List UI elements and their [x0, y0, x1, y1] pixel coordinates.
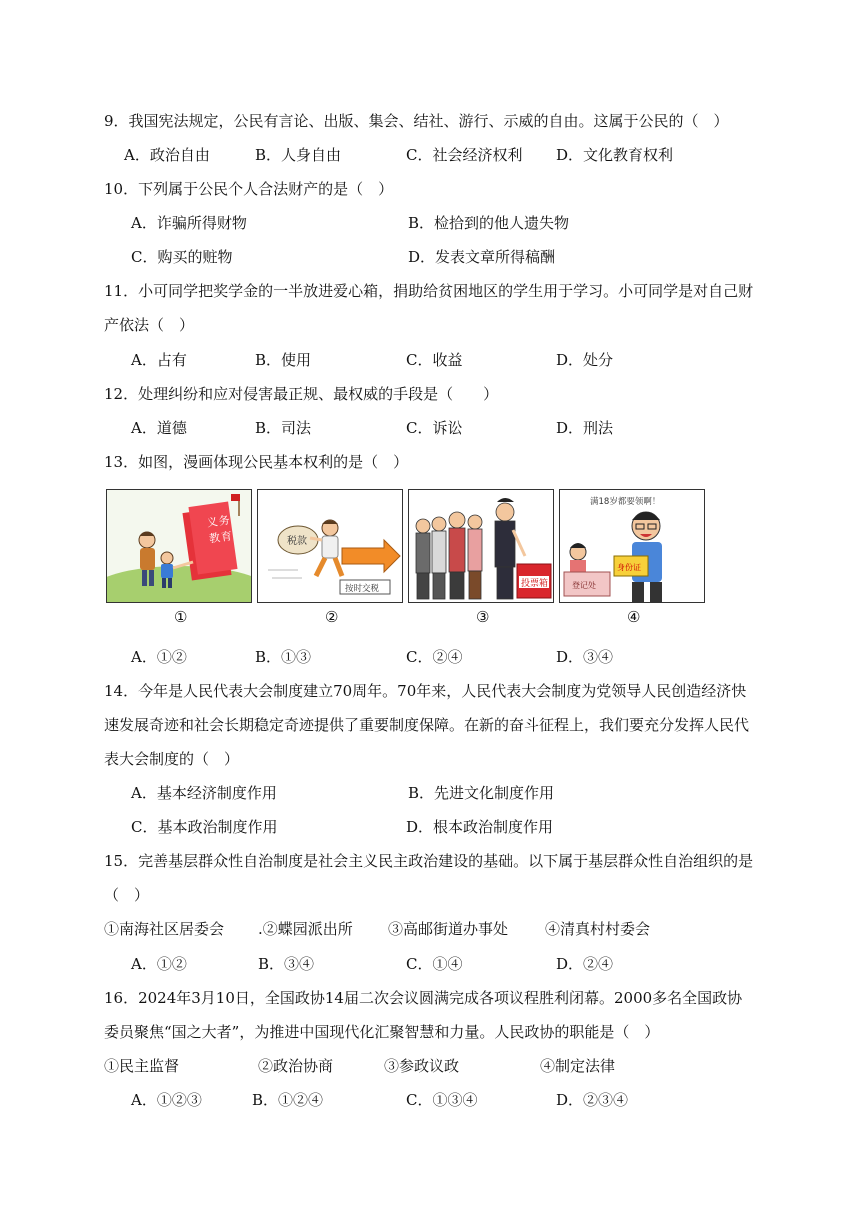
q14-option-a: A．基本经济制度作用	[131, 784, 277, 802]
q11-option-a: A．占有	[131, 351, 187, 369]
q13-option-b: B．①③	[255, 648, 312, 666]
question-16-stem-line2: 委员聚焦“国之大者”，为推进中国现代化汇聚智慧和力量。人民政协的职能是（ ）	[104, 1023, 660, 1041]
cartoon-panel-1	[106, 489, 252, 603]
q16-option-c: C．①③④	[406, 1091, 478, 1109]
q15-option-c: C．①④	[406, 955, 463, 973]
q14-option-d: D．根本政治制度作用	[406, 818, 554, 836]
book-title-char-2: 务	[217, 513, 231, 528]
q15-item-3: ③高邮街道办事处	[388, 920, 509, 938]
q15-item-4: ④清真村村委会	[545, 920, 651, 938]
q16-option-b: B．①②④	[252, 1091, 324, 1109]
q15-option-a: A．①②	[131, 955, 187, 973]
question-14-stem-line1: 14．今年是人民代表大会制度建立70周年。70年来，人民代表大会制度为党领导人民创造经济快	[104, 682, 747, 700]
id-card-label: 身份证	[617, 563, 641, 572]
q12-option-b: B．司法	[255, 419, 312, 437]
panel-2-caption: ②	[325, 608, 339, 626]
q12-option-d: D．刑法	[556, 419, 614, 437]
question-10-stem: 10．下列属于公民个人合法财产的是（ ）	[104, 180, 394, 198]
tax-bag-label: 税款	[287, 536, 307, 547]
q16-item-1: ①民主监督	[104, 1057, 180, 1075]
q9-option-a: A．政治自由	[124, 146, 210, 164]
registration-desk-label: 登记处	[572, 581, 596, 590]
q11-option-c: C．收益	[406, 351, 463, 369]
question-16-stem-line1: 16．2024年3月10日，全国政协14届二次会议圆满完成各项议程胜利闭幕。2000多名全国政协	[104, 989, 743, 1007]
book-title-char-1: 义	[205, 515, 219, 530]
q9-option-c: C．社会经济权利	[406, 146, 523, 164]
panel-4-caption: ④	[627, 608, 641, 626]
question-15-stem-line2: （ ）	[104, 886, 150, 904]
question-11-stem-line1: 11．小可同学把奖学金的一半放进爱心箱，捐助给贫困地区的学生用于学习。小可同学是对自己财	[104, 282, 754, 300]
q9-option-b: B．人身自由	[255, 146, 342, 164]
q10-option-c: C．购买的赃物	[131, 248, 233, 266]
question-14-stem-line2: 速发展奇迹和社会长期稳定奇迹提供了重要制度保障。在新的奋斗征程上，我们要充分发挥人民代	[104, 716, 750, 734]
id-banner-text: 满18岁都要领啊！	[590, 497, 661, 507]
ballot-box-label: 投票箱	[521, 579, 549, 589]
question-15-stem-line1: 15．完善基层群众性自治制度是社会主义民主政治建设的基础。以下属于基层群众性自治组织的是	[104, 852, 754, 870]
cartoon-panel-3	[408, 489, 554, 603]
q15-option-b: B．③④	[258, 955, 315, 973]
q12-option-a: A．道德	[131, 419, 187, 437]
question-9-stem: 9．我国宪法规定，公民有言论、出版、集会、结社、游行、示威的自由。这属于公民的（ ）	[104, 112, 729, 130]
panel-1-caption: ①	[174, 608, 188, 626]
q13-option-c: C．②④	[406, 648, 463, 666]
q12-option-c: C．诉讼	[406, 419, 463, 437]
q16-option-d: D．②③④	[556, 1091, 629, 1109]
q15-item-1: ①南海社区居委会	[104, 920, 225, 938]
q15-item-2: .②蝶园派出所	[258, 920, 353, 938]
q11-option-b: B．使用	[255, 351, 312, 369]
question-13-stem: 13．如图，漫画体现公民基本权利的是（ ）	[104, 453, 409, 471]
question-14-stem-line3: 表大会制度的（ ）	[104, 750, 240, 768]
q16-item-3: ③参政议政	[384, 1057, 460, 1075]
q16-item-2: ②政治协商	[258, 1057, 334, 1075]
cartoon-panel-4	[559, 489, 705, 603]
question-11-stem-line2: 产依法（ ）	[104, 316, 195, 334]
book-title-char-4: 育	[220, 529, 233, 544]
q14-option-b: B．先进文化制度作用	[408, 784, 555, 802]
q11-option-d: D．处分	[556, 351, 614, 369]
panel-3-caption: ③	[476, 608, 490, 626]
q13-option-d: D．③④	[556, 648, 614, 666]
book-title-char-3: 教	[208, 531, 221, 546]
q15-option-d: D．②④	[556, 955, 614, 973]
q13-option-a: A．①②	[131, 648, 187, 666]
q16-item-4: ④制定法律	[540, 1057, 616, 1075]
q10-option-b: B．检拾到的他人遗失物	[408, 214, 570, 232]
q10-option-a: A．诈骗所得财物	[131, 214, 247, 232]
q10-option-d: D．发表文章所得稿酬	[408, 248, 556, 266]
q9-option-d: D．文化教育权利	[556, 146, 674, 164]
tax-sign-label: 按时交税	[345, 584, 380, 594]
q16-option-a: A．①②③	[131, 1091, 202, 1109]
question-12-stem: 12．处理纠纷和应对侵害最正规、最权威的手段是（ ）	[104, 385, 499, 403]
cartoon-panel-2	[257, 489, 403, 603]
q14-option-c: C．基本政治制度作用	[131, 818, 278, 836]
